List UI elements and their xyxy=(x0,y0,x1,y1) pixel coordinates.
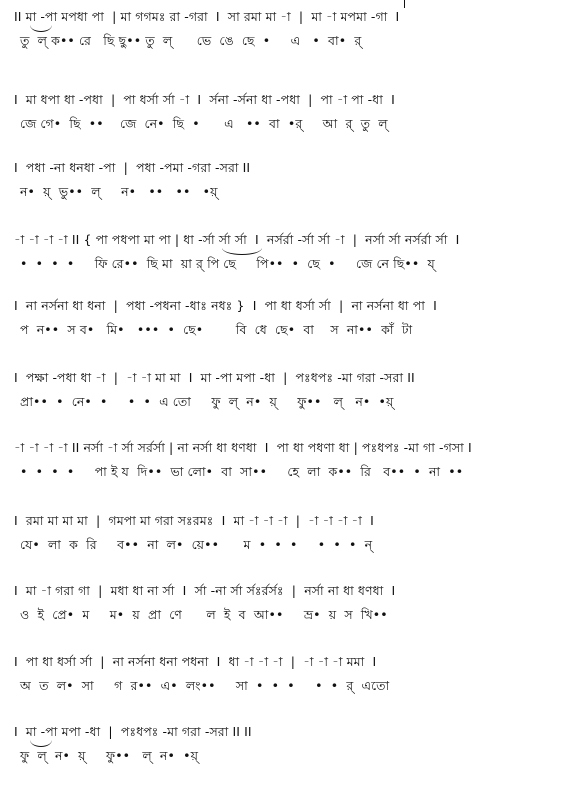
notation-line: -া -া -া -া II { পা পধপা মা পা | ধা -র্সা র্সা র্সা I নর্সর্রা -র্সা র্সা -া | নর্সা র্সা নর্সর্রা র্সা I xyxy=(14,232,460,247)
lyric-line: যে• লা ক রি ব•• না ল• য়ে•• ম • • • • • • ন্ xyxy=(20,537,373,552)
lyric-line: প্রা•• • নে• • • • এ তো ফু ল্ ন• য়্ ফু•• ল্ ন• •য়্ xyxy=(20,394,394,409)
lyric-line: • • • • ফি রে•• ছি মা য়া র্ পি ছে পি•• • ছে • জে নে ছি•• য্ xyxy=(20,256,435,271)
notation-row-3 xyxy=(14,160,570,199)
top-tick-mark xyxy=(404,0,405,8)
notation-line: -া -া -া -া II নর্সা -া র্সা সর্রর্সা | না নর্সা ধা ধণধা I পা ধা পধণা ধা | পঃধপঃ -মা গা -গসা I xyxy=(14,440,472,455)
lyric-line: ন• য়্ ভু•• ল্ ন• •• •• •য়্ xyxy=(20,184,218,199)
notation-line: I পা ধা ধর্সা র্সা | না নর্সনা ধনা পধনা I ধা -া -া -া | -া -া -া মমা I xyxy=(14,654,377,669)
lyric-line: অ ত ল• সা গ র•• এ• লং•• সা • • • • • র্ এতো xyxy=(20,678,390,693)
notation-line: I রমা মা মা মা | গমপা মা গরা সঃরমঃ I মা -া -া -া | -া -া -া -া I xyxy=(14,513,374,528)
notation-line: I পধা -না ধনধা -পা | পধা -পমা -গরা -সরা II xyxy=(14,160,251,175)
lyric-line: • • • • পা ই য দি•• ভা লো• বা সা•• হে লা ক•• রি ব•• • না •• xyxy=(20,464,464,479)
notation-row-7 xyxy=(14,440,570,479)
notation-line: I পক্ষা -পধা ধা -া | -া -া মা মা I মা -পা মপা -ধা | পঃধপঃ -মা গরা -সরা II xyxy=(14,370,415,385)
notation-row-4 xyxy=(14,232,570,271)
notation-row-6 xyxy=(14,370,570,409)
notation-row-11 xyxy=(14,724,570,763)
notation-row-5 xyxy=(14,298,570,337)
lyric-line: ফু ল্ ন• য়্ ফু•• ল্ ন• •য়্ xyxy=(20,748,199,763)
notation-row-1 xyxy=(14,9,570,48)
notation-row-9 xyxy=(14,583,570,622)
notation-row-2 xyxy=(14,92,570,131)
notation-line: I মা -া গরা গা | মধা ধা না র্সা I র্সা -না র্সা র্সঃর্রর্সঃ | নর্সা না ধা ধণধা I xyxy=(14,583,396,598)
notation-line: II মা -পা মপধা পা | মা গগমঃ রা -গরা I সা রমা মা -া | মা -া মপমা -গা I xyxy=(14,9,400,24)
notation-line: I না নর্সনা ধা ধনা | পধা -পধনা -ধাঃ নধঃ } I পা ধা ধর্সা র্সা | না নর্সনা ধা পা I xyxy=(14,298,437,313)
notation-line: I মা -পা মপা -ধা | পঃধপঃ -মা গরা -সরা II II xyxy=(14,724,252,739)
notation-row-10 xyxy=(14,654,570,693)
lyric-line: জে গে• ছি •• জে নে• ছি • এ •• বা •র্ আ র্ তু ল্ xyxy=(20,116,388,131)
lyric-line: প ন•• স ব• মি• ••• • ছে• বি ধে ছে• বা স না•• কাঁ টা xyxy=(20,322,413,337)
lyric-line: তু ল্ ক•• রে ছি ছু•• তু ল্ ভে ঙে ছে • এ • বা• র্ xyxy=(20,33,362,48)
lyric-line: ও ই প্রে• ম ম• য় প্রা ণে ল ই ব আ•• ভ্র• য় স খি•• xyxy=(20,607,388,622)
notation-line: I মা ধপা ধা -পধা | পা ধর্সা র্সা -া I র্সনা -র্সনা ধা -পধা | পা -া পা -ধা I xyxy=(14,92,395,107)
notation-row-8 xyxy=(14,513,570,552)
